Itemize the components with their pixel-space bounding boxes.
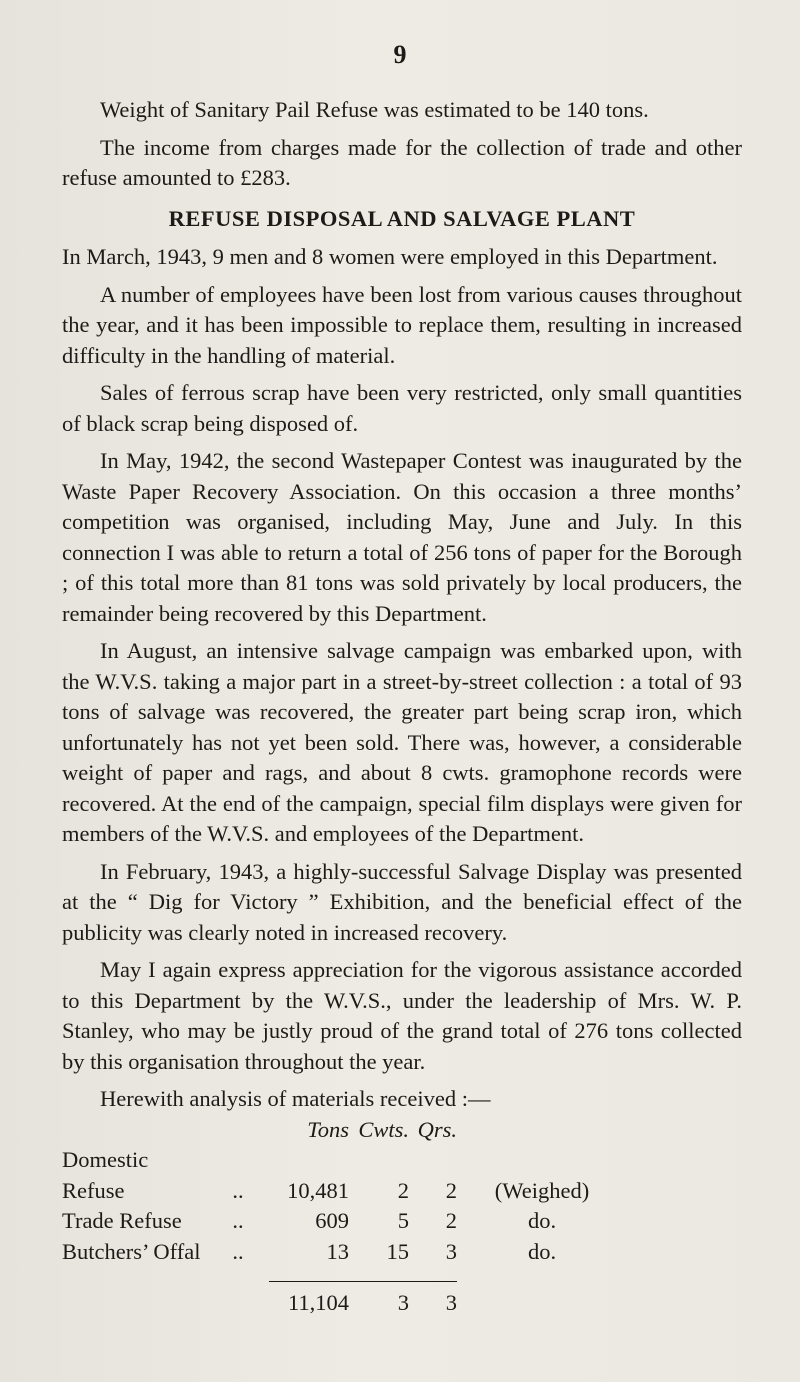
paragraph: Weight of Sanitary Pail Refuse was estimated to be 140 tons. (100, 97, 649, 122)
total-rule (409, 1267, 457, 1282)
row-label: Trade Refuse (62, 1208, 182, 1233)
cell-qrs: 3 (445, 1238, 457, 1264)
total-rule (269, 1267, 349, 1282)
paragraph: A number of employees have been lost from various causes throughout the year, and it has been impossible to replace them, resulting in increased difficulty in the handling of material. (62, 281, 742, 368)
page-number: 9 (393, 40, 407, 69)
paragraph: The income from charges made for the collection of trade and other refuse amounted to £283. (62, 134, 742, 190)
paragraph: May I again express appreciation for the vigorous assistance accorded to this Department by the W.V.S., under the leadership of Mrs. W. P. Stanley, who may be justly proud of the grand total of 276 tons collected by this organisation throughout the year. (62, 957, 742, 1074)
cell-cwts: 2 (397, 1177, 409, 1203)
table-row (62, 1206, 627, 1237)
header-tons: Tons (307, 1116, 349, 1142)
section-heading: REFUSE DISPOSAL AND SALVAGE PLANT (168, 205, 636, 231)
leader-dots: .. (232, 1208, 244, 1233)
cell-tons: 609 (315, 1208, 349, 1233)
table-row (62, 1145, 627, 1206)
cell-qrs: 2 (445, 1208, 457, 1233)
materials-analysis (62, 1084, 742, 1318)
leader-dots: .. (232, 1177, 244, 1203)
cell-cwts: 15 (386, 1238, 409, 1264)
paragraph: In May, 1942, the second Wastepaper Contest was inaugurated by the Waste Paper Recovery Association. On this occasion a three months’ competition was organised, including May, June and July. In this connection I was able to return a total of 256 tons of paper for the Borough ; of this total more than 81 tons was sold privately by local producers, the remainder being recovered by this Department. (62, 448, 742, 626)
cell-note: do. (527, 1208, 557, 1233)
row-label: Domestic Refuse (62, 1147, 149, 1203)
body-text (62, 95, 742, 1318)
materials-table (62, 1115, 627, 1319)
cell-tons: 10,481 (287, 1177, 349, 1203)
total-cwts: 3 (397, 1289, 409, 1315)
leader-dots: .. (232, 1238, 244, 1264)
total-qrs: 3 (445, 1289, 457, 1315)
cell-note: (Weighed) (494, 1177, 590, 1203)
cell-cwts: 5 (397, 1208, 409, 1233)
table-row (62, 1237, 627, 1268)
cell-note: do. (527, 1238, 557, 1264)
row-label: Butchers’ Offal (62, 1238, 201, 1264)
total-rule-row (62, 1267, 627, 1282)
cell-qrs: 2 (445, 1177, 457, 1203)
analysis-intro: Herewith analysis of materials received :— (100, 1086, 491, 1111)
header-qrs: Qrs. (417, 1116, 457, 1142)
paragraph: Sales of ferrous scrap have been very restricted, only small quantities of black scrap being disposed of. (62, 380, 742, 436)
header-cwts: Cwts. (358, 1116, 409, 1142)
table-total-row (62, 1282, 627, 1319)
paragraph: In March, 1943, 9 men and 8 women were employed in this Department. (62, 244, 718, 269)
table-header-row (62, 1115, 627, 1146)
total-tons: 11,104 (287, 1289, 349, 1315)
total-rule (349, 1267, 409, 1282)
paragraph: In August, an intensive salvage campaign was embarked upon, with the W.V.S. taking a major part in a street-by-street collection : a total of 93 tons of salvage was recovered, the greater part being scrap iron, which unfortunately has not yet been sold. There was, however, a considerable weight of paper and rags, and about 8 cwts. gramophone records were recovered. At the end of the campaign, special film displays were given for members of the W.V.S. and employees of the Department. (62, 638, 742, 846)
cell-tons: 13 (326, 1238, 349, 1264)
paragraph: In February, 1943, a highly-successful Salvage Display was presented at the “ Dig for Victory ” Exhibition, and the beneficial effect of the publicity was clearly noted in increased recovery. (62, 858, 742, 945)
